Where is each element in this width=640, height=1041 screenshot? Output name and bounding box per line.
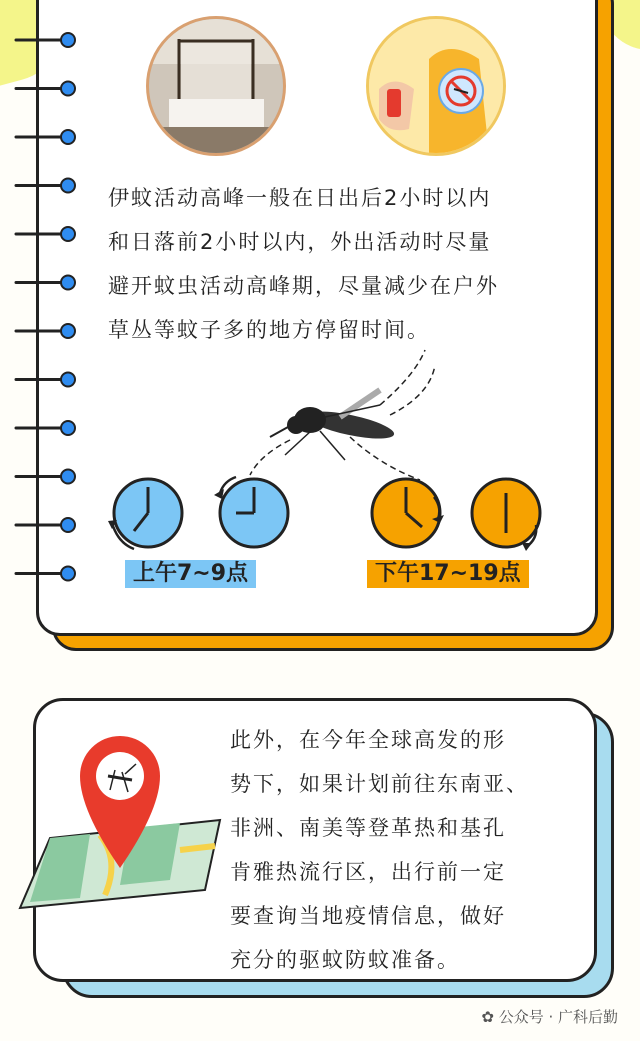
text-line: 避开蚊虫活动高峰期，尽量减少在户外	[108, 274, 499, 298]
text-line: 和日落前2小时以内，外出活动时尽量	[108, 230, 492, 254]
clock-icon	[104, 473, 194, 563]
ring-hole	[61, 567, 75, 581]
ring-hole	[61, 82, 75, 96]
watermark-text: 公众号 · 广科后勤	[498, 1008, 618, 1026]
tip-paragraph	[108, 176, 578, 352]
ring-hole	[61, 179, 75, 193]
clock-icon	[210, 473, 300, 563]
repellent-spray-icon	[366, 16, 506, 156]
clock-icon	[366, 473, 456, 563]
ring-hole	[61, 227, 75, 241]
ring-hole	[61, 470, 75, 484]
evening-time-label: 下午17~19点	[367, 560, 529, 588]
mosquito-icon	[230, 345, 450, 485]
mosquito-net-photo	[146, 16, 286, 156]
travel-paragraph	[230, 718, 575, 982]
text-line: 非洲、南美等登革热和基孔	[230, 816, 506, 840]
morning-time-label: 上午7~9点	[125, 560, 256, 588]
clock-icon	[466, 473, 556, 563]
ring-hole	[61, 373, 75, 387]
text-line: 充分的驱蚊防蚊准备。	[230, 948, 460, 972]
text-line: 此外，在今年全球高发的形	[230, 728, 506, 752]
map-pin-icon	[70, 730, 170, 870]
ring-hole	[61, 276, 75, 290]
wechat-icon: ✿	[481, 1008, 494, 1026]
ring-hole	[61, 518, 75, 532]
watermark	[481, 1006, 618, 1027]
text-line: 势下，如果计划前往东南亚、	[230, 772, 529, 796]
text-line: 肯雅热流行区，出行前一定	[230, 860, 506, 884]
text-line: 要查询当地疫情信息，做好	[230, 904, 506, 928]
ring-hole	[61, 324, 75, 338]
spiral-rings-icon	[10, 28, 80, 598]
text-line: 伊蚊活动高峰一般在日出后2小时以内	[108, 186, 492, 210]
ring-hole	[61, 421, 75, 435]
ring-hole	[61, 33, 75, 47]
ring-hole	[61, 130, 75, 144]
text-line: 草丛等蚊子多的地方停留时间。	[108, 318, 430, 342]
